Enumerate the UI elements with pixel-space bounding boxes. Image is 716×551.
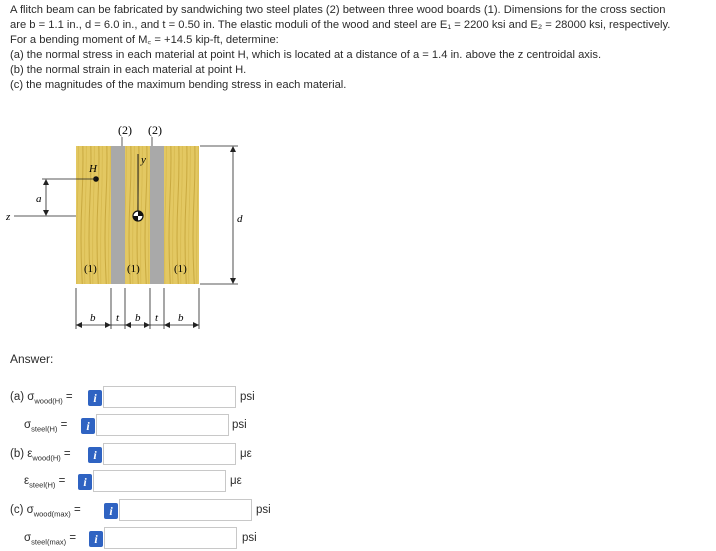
answer-label-sigma-steel-max: $\sigma_{steel(max)}$ = xyxy=(24,532,77,547)
a-dimension-label: a xyxy=(36,193,42,205)
answer-row-sigma-steel-max xyxy=(24,527,294,551)
eps-steel-h-input[interactable] xyxy=(93,470,226,492)
answer-label-eps-steel-h: $\varepsilon_{steel(H)}$ = xyxy=(24,475,66,490)
answer-row-sigma-wood-max xyxy=(10,499,280,523)
answer-row-sigma-steel-h xyxy=(24,414,264,438)
sigma-steel-h-input[interactable] xyxy=(96,414,229,436)
answer-heading: Answer: xyxy=(10,352,54,366)
dim-t-2: t xyxy=(155,312,159,324)
answer-label-sigma-wood-h: (a) $\sigma_{wood(H)}$ = xyxy=(10,391,73,406)
problem-line-1: A flitch beam can be fabricated by sandwiching two steel plates (2) between three wood boards (1). Dimensions for the cross section xyxy=(10,4,666,16)
cross-section-diagram xyxy=(0,118,300,350)
dim-b-3: b xyxy=(178,312,184,324)
problem-line-5: (b) the normal strain in each material at point H. xyxy=(10,64,247,76)
answer-row-eps-steel-h xyxy=(24,470,264,494)
answer-row-sigma-wood-h xyxy=(10,386,255,410)
unit-psi: psi xyxy=(256,504,271,516)
label-steel-left: (2) xyxy=(118,123,132,137)
info-icon[interactable]: i xyxy=(89,531,103,547)
wood-label-middle: (1) xyxy=(127,263,140,275)
problem-line-2: are b = 1.1 in., d = 6.0 in., and t = 0.50 in. The elastic moduli of the wood and steel are E₁ = 2200 ksi and E₂ = 28000 ksi, respectively. xyxy=(10,19,671,31)
answer-row-eps-wood-h xyxy=(10,443,250,467)
answer-label-sigma-wood-max: (c) $\sigma_{wood(max)}$ = xyxy=(10,504,81,519)
flitch-beam-figure xyxy=(0,118,300,350)
eps-wood-h-input[interactable] xyxy=(103,443,236,465)
problem-line-6: (c) the magnitudes of the maximum bending stress in each material. xyxy=(10,79,347,91)
problem-line-4: (a) the normal stress in each material at point H, which is located at a distance of a = 1.4 in. above the z centroidal axis. xyxy=(10,49,602,61)
sigma-steel-max-input[interactable] xyxy=(104,527,237,549)
wood-label-left: (1) xyxy=(84,263,97,275)
dim-b-2: b xyxy=(135,312,141,324)
d-dimension-label: d xyxy=(237,213,243,225)
label-steel-right: (2) xyxy=(148,123,162,137)
unit-psi: psi xyxy=(242,532,257,544)
point-h-label: H xyxy=(89,163,97,175)
info-icon[interactable]: i xyxy=(78,474,92,490)
answer-label-eps-wood-h: (b) $\varepsilon_{wood(H)}$ = xyxy=(10,448,71,463)
unit-psi: psi xyxy=(240,391,255,403)
sigma-wood-max-input[interactable] xyxy=(119,499,252,521)
unit-psi: psi xyxy=(232,419,247,431)
info-icon[interactable]: i xyxy=(88,390,102,406)
problem-line-3: For a bending moment of M꜀ = +14.5 kip-ft, determine: xyxy=(10,34,279,46)
z-axis-label: z xyxy=(6,211,11,223)
info-icon[interactable]: i xyxy=(104,503,118,519)
answer-label-sigma-steel-h: $\sigma_{steel(H)}$ = xyxy=(24,419,68,434)
info-icon[interactable]: i xyxy=(81,418,95,434)
steel-plate-left xyxy=(111,146,125,284)
dim-b-1: b xyxy=(90,312,96,324)
dim-t-1: t xyxy=(116,312,120,324)
unit-microstrain: με xyxy=(230,475,242,487)
unit-microstrain: με xyxy=(240,448,252,460)
problem-statement xyxy=(10,3,710,93)
info-icon[interactable]: i xyxy=(88,447,102,463)
wood-label-right: (1) xyxy=(174,263,187,275)
y-axis-label: y xyxy=(141,154,146,166)
steel-plate-right xyxy=(150,146,164,284)
sigma-wood-h-input[interactable] xyxy=(103,386,236,408)
